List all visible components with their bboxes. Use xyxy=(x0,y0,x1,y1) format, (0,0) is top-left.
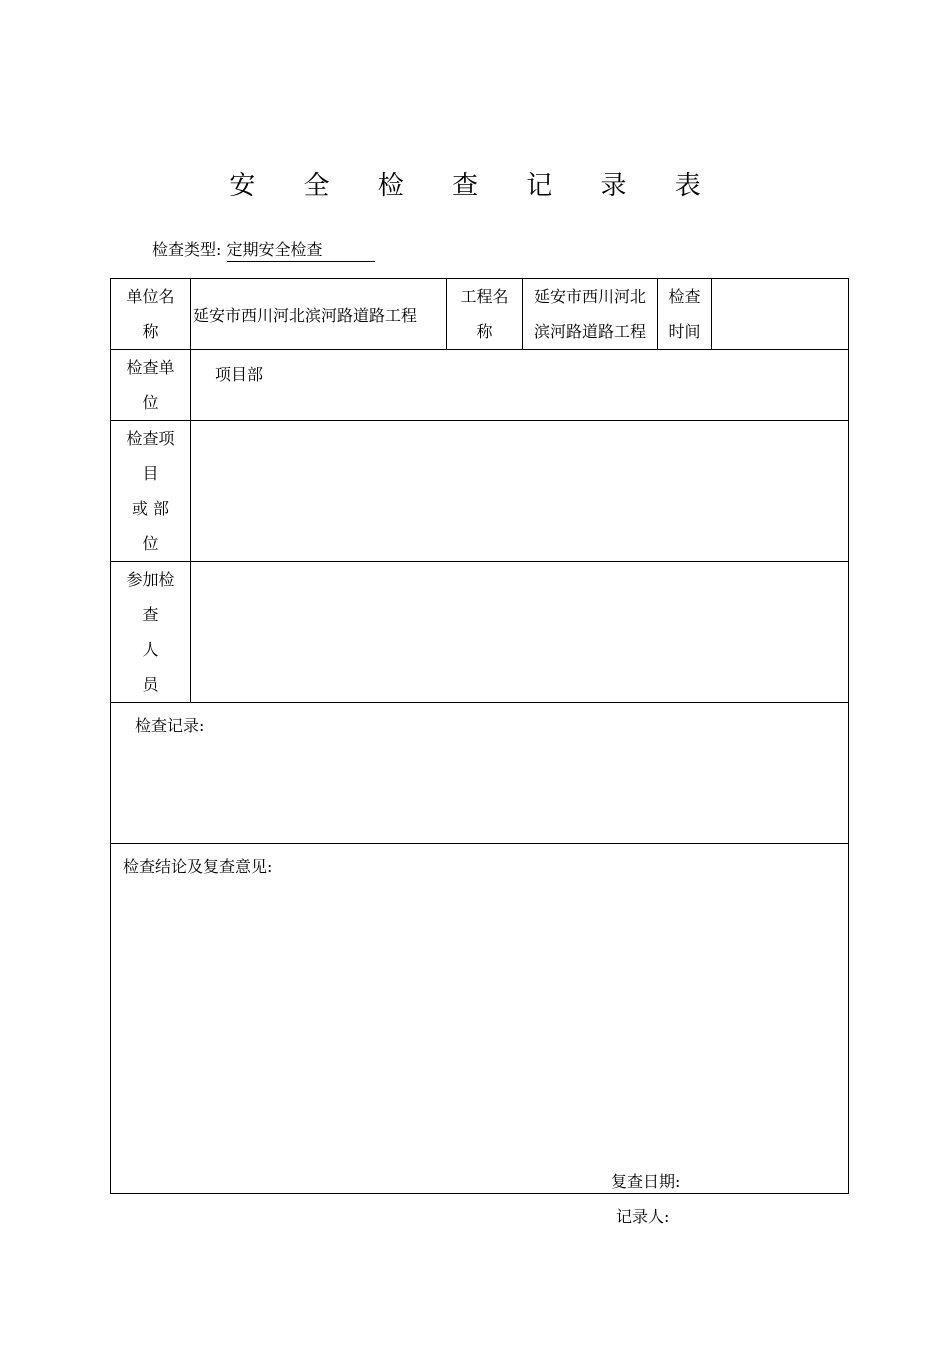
row-participants xyxy=(111,562,849,703)
check-unit-value: 项目部 xyxy=(191,350,849,421)
participants-label-cell xyxy=(111,562,191,703)
row-check-item xyxy=(111,421,849,562)
participants-label-2: 查 xyxy=(142,605,159,624)
check-time-label-cell xyxy=(658,279,712,350)
row-check-unit xyxy=(111,350,849,421)
check-record-label: 检查记录: xyxy=(135,716,205,735)
inspection-table xyxy=(110,278,849,1194)
check-time-label-1: 检查 xyxy=(668,287,701,306)
check-item-label-cell xyxy=(111,421,191,562)
check-type-value: 定期安全检查 xyxy=(227,239,375,262)
participants-value xyxy=(191,562,849,703)
project-name-label-2: 称 xyxy=(476,322,493,341)
row-check-record xyxy=(111,703,849,844)
project-name-label-cell xyxy=(447,279,523,350)
check-item-value xyxy=(191,421,849,562)
project-name-value-2: 滨河路道路工程 xyxy=(533,322,646,341)
review-date-label: 复查日期: xyxy=(611,1172,681,1191)
check-unit-label-cell xyxy=(111,350,191,421)
check-item-label-4: 位 xyxy=(142,534,159,553)
project-name-value-1: 延安市西川河北 xyxy=(533,287,646,306)
check-time-label-2: 时间 xyxy=(668,322,701,341)
participants-label-4: 员 xyxy=(142,675,159,694)
unit-name-label-cell xyxy=(111,279,191,350)
row-conclusion xyxy=(111,844,849,1194)
participants-label-1: 参加检 xyxy=(126,570,175,589)
recorder-label: 记录人: xyxy=(616,1207,670,1226)
check-item-label-2: 目 xyxy=(142,464,159,483)
check-unit-label-2: 位 xyxy=(142,393,159,412)
conclusion-cell xyxy=(111,844,849,1194)
unit-name-value: 延安市西川河北滨河路道路工程 xyxy=(191,279,447,350)
conclusion-label: 检查结论及复查意见: xyxy=(123,857,273,876)
unit-name-label-2: 称 xyxy=(142,322,159,341)
form-title: 安 全 检 查 记 录 表 xyxy=(229,171,721,201)
project-name-value-cell xyxy=(523,279,658,350)
check-unit-label-1: 检查单 xyxy=(126,358,175,377)
check-record-cell xyxy=(111,703,849,844)
check-type-line xyxy=(152,238,375,262)
check-time-value xyxy=(712,279,849,350)
participants-label-3: 人 xyxy=(142,640,159,659)
check-item-label-1: 检查项 xyxy=(126,429,175,448)
check-item-label-3: 或 部 xyxy=(131,499,170,518)
project-name-label-1: 工程名 xyxy=(460,287,509,306)
unit-name-label-1: 单位名 xyxy=(126,287,175,306)
check-type-label: 检查类型: xyxy=(152,240,222,259)
row-unit-name xyxy=(111,279,849,350)
